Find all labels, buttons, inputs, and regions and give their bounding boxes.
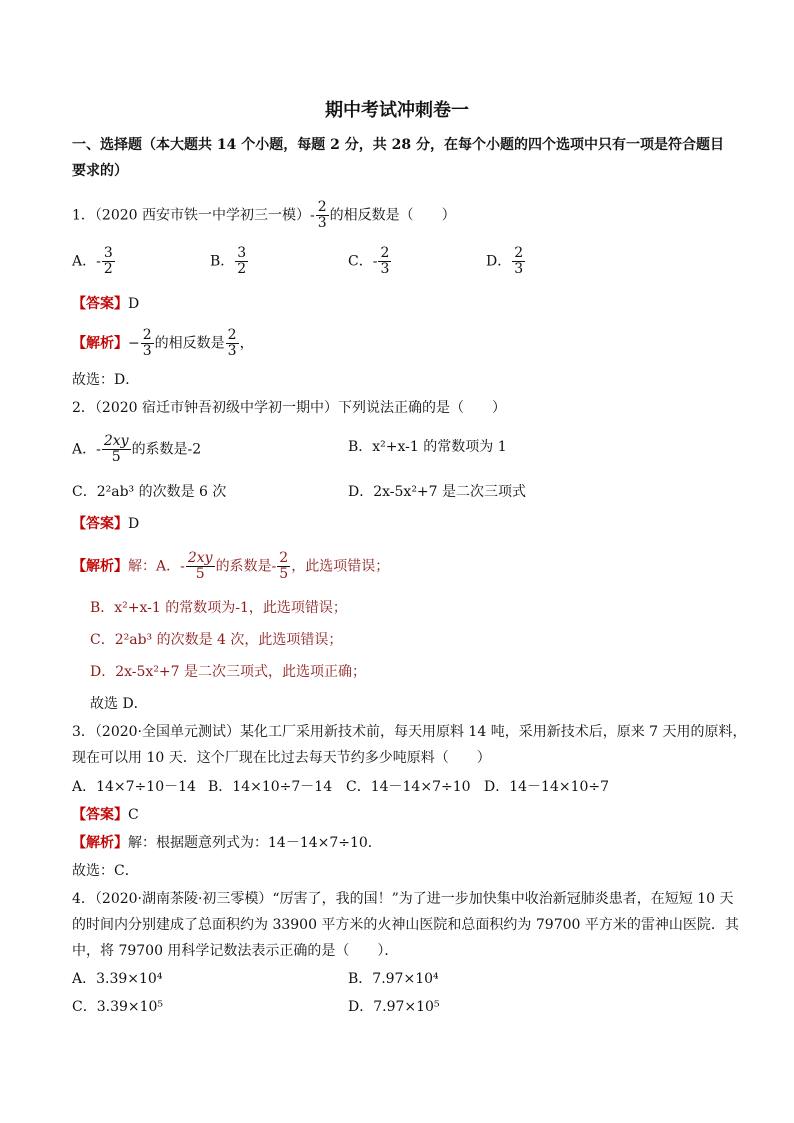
q1-option-c[interactable]: C．- $\frac{2}{3}$: [348, 245, 390, 277]
q4-stem-line2: 的时间内分别建成了总面积约为 33900 平方米的火神山医院和总面积约为 79700 平方米的雷神山医院．其: [72, 917, 739, 933]
q2-analysis-d: D．2x-5x²+7 是二次三项式，此选项正确；: [90, 664, 367, 680]
q2-analysis-c: C．2²ab³ 的次数是 4 次，此选项错误；: [90, 632, 343, 648]
q1-choose: 故选：D．: [72, 372, 140, 388]
q1-fraction: $\frac{2}{3}$: [317, 199, 327, 231]
q2-option-a[interactable]: A．- $\frac{2xy}{5}$ 的系数是-2: [72, 433, 202, 465]
q2-option-d[interactable]: D．2x-5x²+7 是二次三项式: [348, 484, 527, 500]
q3-answer: 【答案】C: [72, 807, 139, 823]
q2-choose: 故选 D．: [90, 696, 148, 712]
q4-option-a[interactable]: A．3.39×10⁴: [72, 971, 163, 987]
q3-choose: 故选：C．: [72, 863, 139, 879]
q2-analysis-b: B．x²+x-1 的常数项为-1，此选项错误；: [90, 600, 347, 616]
q3-option-b[interactable]: B．14×10÷7－14: [208, 779, 333, 795]
q1-option-d[interactable]: D． $\frac{2}{3}$: [486, 245, 524, 277]
q2-stem: 2．（2020 宿迁市钟吾初级中学初一期中）下列说法正确的是（ ）: [72, 400, 506, 416]
q2-option-b[interactable]: B．x²+x-1 的常数项为 1: [348, 439, 507, 455]
q4-stem-line3: 中，将 79700 用科学记数法表示正确的是（ ）．: [72, 943, 399, 959]
q3-option-a[interactable]: A．14×7÷10－14: [72, 779, 196, 795]
q2-analysis: 【解析】解：A．- $\frac{2xy}{5}$ 的系数是- $\frac{2}{5}$ ，此选项错误；: [72, 550, 390, 582]
q4-option-b[interactable]: B．7.97×10⁴: [348, 971, 439, 987]
q1-option-b[interactable]: B． $\frac{3}{2}$: [210, 245, 247, 277]
q3-stem-line1: 3．（2020·全国单元测试）某化工厂采用新技术前，每天用原料 14 吨，采用新技术后，原来 7 天用的原料，: [72, 724, 747, 740]
q1-analysis: 【解析】− $\frac{2}{3}$ 的相反数是 $\frac{2}{3}$ ，: [72, 327, 254, 359]
q2-answer: 【答案】D: [72, 516, 140, 532]
q3-option-c[interactable]: C．14－14×7÷10: [346, 779, 471, 795]
section-heading: 一、选择题（本大题共 14 个小题，每题 2 分，共 28 分，在每个小题的四个选项中只有一项是符合题目要求的）: [72, 137, 724, 179]
q3-stem-line2: 现在可以用 10 天．这个厂现在比过去每天节约多少吨原料（ ）: [72, 750, 491, 766]
q4-stem-line1: 4．（2020·湖南茶陵·初三零模）“厉害了，我的国！”为了进一步加快集中收治新冠肺炎患者，在短短 10 天: [72, 891, 734, 907]
q1-option-a[interactable]: A．- $\frac{3}{2}$: [72, 245, 113, 277]
q4-option-c[interactable]: C．3.39×10⁵: [72, 999, 164, 1015]
q4-option-d[interactable]: D．7.97×10⁵: [348, 999, 440, 1015]
q3-analysis: 【解析】解：根据题意列式为：14－14×7÷10．: [72, 835, 382, 851]
page-title: 期中考试冲刺卷一: [325, 100, 469, 121]
q1-answer: 【答案】D: [72, 296, 140, 312]
q3-option-d[interactable]: D．14－14×10÷7: [484, 779, 610, 795]
q1-stem: 1．（2020 西安市铁一中学初三一模）- $\frac{2}{3}$ 的相反数是（ ）: [72, 199, 456, 231]
q2-option-c[interactable]: C．2²ab³ 的次数是 6 次: [72, 484, 227, 500]
